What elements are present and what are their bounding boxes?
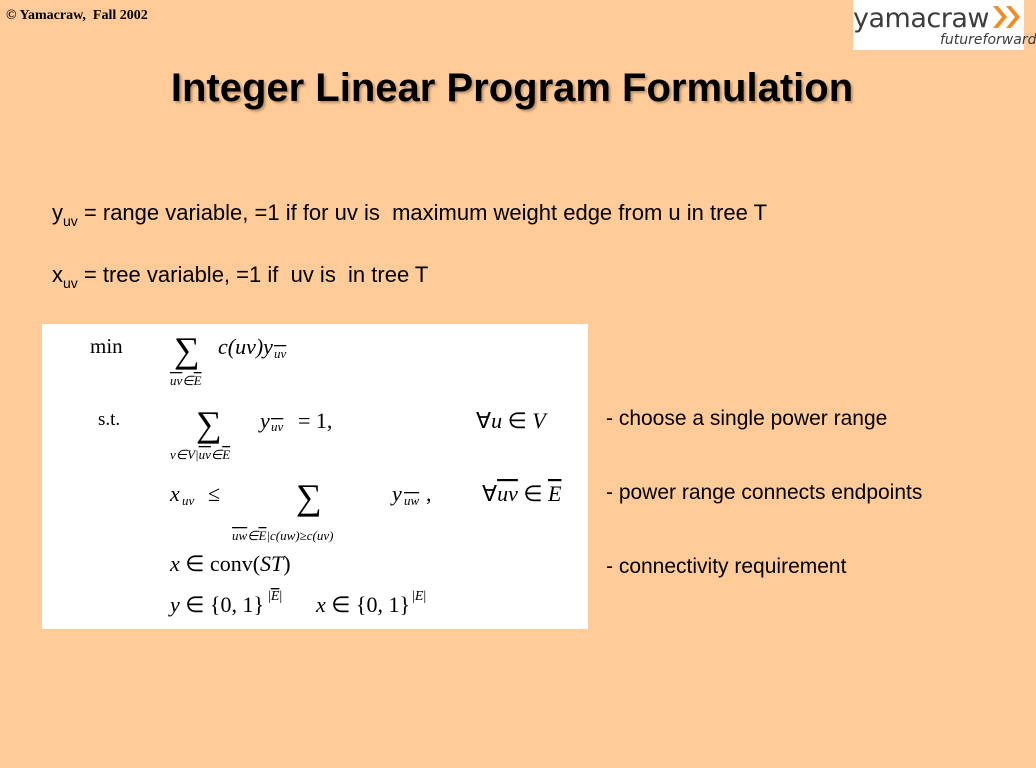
note-connectivity: - connectivity requirement (606, 555, 847, 578)
constraint1-lhs: y (260, 408, 270, 433)
slide-title: Integer Linear Program Formulation (170, 66, 854, 110)
st-label: s.t. (98, 409, 121, 430)
chevron-arrows-icon (991, 2, 1025, 32)
definition-symbol: y (52, 200, 63, 225)
constraint4-x-exponent: |E| (412, 589, 427, 604)
note-single-power-range: - choose a single power range (606, 407, 888, 430)
objective-term: c(uv)y (218, 334, 273, 359)
yamacraw-logo (853, 0, 1036, 50)
definition-y (52, 200, 767, 229)
constraint4-y-exponent: |E| (268, 589, 283, 604)
constraint1-subscript: uv (271, 419, 284, 434)
ilp-formula-image (42, 324, 588, 629)
min-label: min (90, 334, 123, 358)
sum-symbol: ∑ (174, 330, 200, 370)
constraint2-rhs: y (392, 481, 402, 506)
constraint2-lhs: x (170, 481, 180, 506)
logo-tagline: futureforward (940, 32, 1036, 48)
note-power-range-endpoints: - power range connects endpoints (606, 481, 923, 504)
constraint2-leq: ≤ (208, 481, 221, 506)
objective-subscript: uv (274, 346, 287, 361)
constraint2-index: uw∈E|c(uw)≥c(uv) (232, 528, 334, 543)
constraint3: x ∈ conv(ST) (170, 551, 291, 576)
definition-subscript: uv (63, 275, 78, 291)
definition-text: = tree variable, =1 if uv is in tree T (77, 262, 429, 287)
definition-x (52, 262, 428, 291)
constraint4-x: x ∈ {0, 1} (316, 592, 411, 617)
constraint2-comma: , (426, 481, 432, 506)
constraint2-subscript: uv (182, 493, 195, 508)
sum-symbol: ∑ (196, 404, 222, 444)
constraint1-quantifier: ∀u ∈ V (476, 408, 546, 433)
objective-index: uv∈E (170, 373, 202, 388)
constraint1-rhs: = 1, (298, 408, 333, 433)
definition-symbol: x (52, 262, 63, 287)
constraint2-quantifier: ∀uv ∈ E (482, 481, 562, 506)
constraint4-y: y ∈ {0, 1} (170, 592, 265, 617)
definition-subscript: uv (63, 213, 78, 229)
constraint2-rhs-subscript: uw (404, 493, 420, 508)
copyright-text: © Yamacraw, Fall 2002 (6, 8, 148, 23)
definition-text: = range variable, =1 if for uv is maximum weight edge from u in tree T (77, 200, 768, 225)
sum-symbol: ∑ (296, 477, 322, 517)
constraint1-index: v∈V|uv∈E (170, 447, 231, 462)
logo-wordmark: yamacraw (853, 3, 989, 34)
